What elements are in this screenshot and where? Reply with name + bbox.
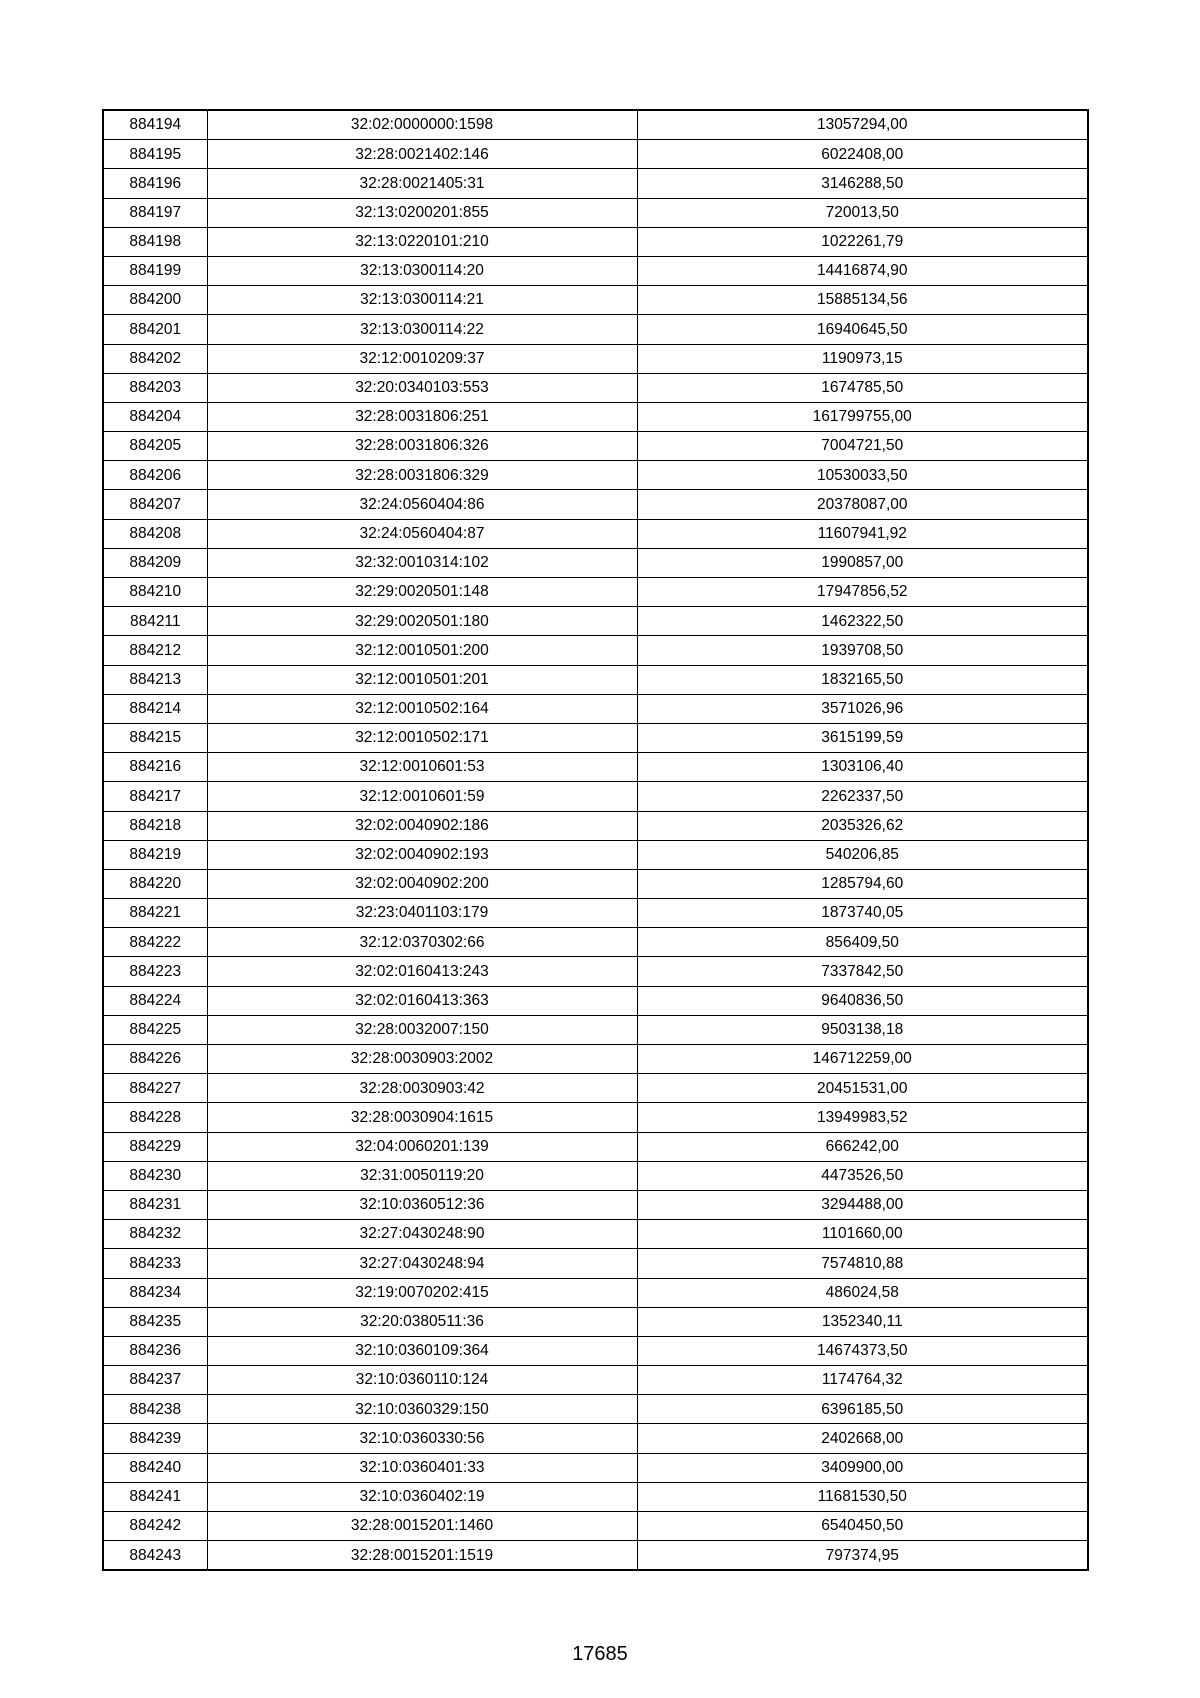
cadastral-number-cell: 32:27:0430248:90 — [207, 1220, 637, 1249]
table-row — [103, 899, 1088, 928]
row-number-cell: 884219 — [103, 840, 207, 869]
value-cell: 1462322,50 — [637, 607, 1088, 636]
table-row — [103, 402, 1088, 431]
table-row — [103, 548, 1088, 577]
cadastral-number-cell: 32:28:0031806:326 — [207, 432, 637, 461]
cadastral-number-cell: 32:12:0010601:59 — [207, 782, 637, 811]
row-number-cell: 884238 — [103, 1395, 207, 1424]
row-number-cell: 884234 — [103, 1278, 207, 1307]
cadastral-number-cell: 32:02:0000000:1598 — [207, 110, 637, 140]
value-cell: 20451531,00 — [637, 1074, 1088, 1103]
value-cell: 146712259,00 — [637, 1045, 1088, 1074]
row-number-cell: 884242 — [103, 1512, 207, 1541]
table-row — [103, 1336, 1088, 1365]
value-cell: 11681530,50 — [637, 1482, 1088, 1511]
cadastral-number-cell: 32:27:0430248:94 — [207, 1249, 637, 1278]
table-row — [103, 110, 1088, 140]
value-cell: 1101660,00 — [637, 1220, 1088, 1249]
value-cell: 666242,00 — [637, 1132, 1088, 1161]
cadastral-number-cell: 32:12:0010501:201 — [207, 665, 637, 694]
table-row — [103, 782, 1088, 811]
row-number-cell: 884218 — [103, 811, 207, 840]
cadastral-number-cell: 32:10:0360402:19 — [207, 1482, 637, 1511]
table-row — [103, 578, 1088, 607]
cadastral-number-cell: 32:13:0200201:855 — [207, 198, 637, 227]
value-cell: 16940645,50 — [637, 315, 1088, 344]
table-row — [103, 1512, 1088, 1541]
value-cell: 1990857,00 — [637, 548, 1088, 577]
row-number-cell: 884221 — [103, 899, 207, 928]
table-row — [103, 1074, 1088, 1103]
value-cell: 13949983,52 — [637, 1103, 1088, 1132]
value-cell: 1939708,50 — [637, 636, 1088, 665]
value-cell: 9640836,50 — [637, 986, 1088, 1015]
row-number-cell: 884206 — [103, 461, 207, 490]
value-cell: 10530033,50 — [637, 461, 1088, 490]
row-number-cell: 884194 — [103, 110, 207, 140]
cadastral-number-cell: 32:02:0160413:363 — [207, 986, 637, 1015]
table-row — [103, 344, 1088, 373]
table-row — [103, 636, 1088, 665]
cadastral-number-cell: 32:29:0020501:148 — [207, 578, 637, 607]
cadastral-number-cell: 32:02:0040902:200 — [207, 869, 637, 898]
row-number-cell: 884229 — [103, 1132, 207, 1161]
row-number-cell: 884236 — [103, 1336, 207, 1365]
value-cell: 11607941,92 — [637, 519, 1088, 548]
value-cell: 20378087,00 — [637, 490, 1088, 519]
table-row — [103, 519, 1088, 548]
row-number-cell: 884243 — [103, 1541, 207, 1571]
table-row — [103, 840, 1088, 869]
value-cell: 486024,58 — [637, 1278, 1088, 1307]
row-number-cell: 884211 — [103, 607, 207, 636]
cadastral-number-cell: 32:28:0030903:2002 — [207, 1045, 637, 1074]
table-row — [103, 373, 1088, 402]
table-row — [103, 694, 1088, 723]
row-number-cell: 884214 — [103, 694, 207, 723]
cadastral-number-cell: 32:28:0030903:42 — [207, 1074, 637, 1103]
row-number-cell: 884215 — [103, 723, 207, 752]
value-cell: 1352340,11 — [637, 1307, 1088, 1336]
value-cell: 2262337,50 — [637, 782, 1088, 811]
table-row — [103, 1366, 1088, 1395]
row-number-cell: 884220 — [103, 869, 207, 898]
table-row — [103, 928, 1088, 957]
value-cell: 9503138,18 — [637, 1015, 1088, 1044]
cadastral-number-cell: 32:28:0031806:251 — [207, 402, 637, 431]
row-number-cell: 884227 — [103, 1074, 207, 1103]
row-number-cell: 884233 — [103, 1249, 207, 1278]
row-number-cell: 884241 — [103, 1482, 207, 1511]
row-number-cell: 884197 — [103, 198, 207, 227]
row-number-cell: 884199 — [103, 256, 207, 285]
table-row — [103, 1103, 1088, 1132]
row-number-cell: 884216 — [103, 753, 207, 782]
table-row — [103, 198, 1088, 227]
cadastral-number-cell: 32:24:0560404:87 — [207, 519, 637, 548]
row-number-cell: 884200 — [103, 286, 207, 315]
cadastral-number-cell: 32:28:0032007:150 — [207, 1015, 637, 1044]
data-table — [102, 109, 1089, 1571]
row-number-cell: 884230 — [103, 1161, 207, 1190]
value-cell: 7337842,50 — [637, 957, 1088, 986]
cadastral-number-cell: 32:02:0040902:193 — [207, 840, 637, 869]
cadastral-number-cell: 32:20:0380511:36 — [207, 1307, 637, 1336]
row-number-cell: 884204 — [103, 402, 207, 431]
table-row — [103, 490, 1088, 519]
row-number-cell: 884205 — [103, 432, 207, 461]
table-row — [103, 140, 1088, 169]
table-row — [103, 869, 1088, 898]
table-row — [103, 1307, 1088, 1336]
row-number-cell: 884232 — [103, 1220, 207, 1249]
cadastral-number-cell: 32:28:0030904:1615 — [207, 1103, 637, 1132]
table-row — [103, 1395, 1088, 1424]
table-row — [103, 169, 1088, 198]
row-number-cell: 884196 — [103, 169, 207, 198]
cadastral-number-cell: 32:12:0010502:171 — [207, 723, 637, 752]
value-cell: 6396185,50 — [637, 1395, 1088, 1424]
cadastral-number-cell: 32:23:0401103:179 — [207, 899, 637, 928]
value-cell: 856409,50 — [637, 928, 1088, 957]
cadastral-number-cell: 32:24:0560404:86 — [207, 490, 637, 519]
table-row — [103, 1453, 1088, 1482]
value-cell: 3571026,96 — [637, 694, 1088, 723]
cadastral-number-cell: 32:20:0340103:553 — [207, 373, 637, 402]
cadastral-number-cell: 32:10:0360109:364 — [207, 1336, 637, 1365]
table-row — [103, 1278, 1088, 1307]
value-cell: 13057294,00 — [637, 110, 1088, 140]
table-row — [103, 227, 1088, 256]
row-number-cell: 884222 — [103, 928, 207, 957]
cadastral-number-cell: 32:12:0010209:37 — [207, 344, 637, 373]
row-number-cell: 884212 — [103, 636, 207, 665]
value-cell: 797374,95 — [637, 1541, 1088, 1571]
table-row — [103, 607, 1088, 636]
cadastral-number-cell: 32:04:0060201:139 — [207, 1132, 637, 1161]
cadastral-number-cell: 32:12:0010501:200 — [207, 636, 637, 665]
cadastral-number-cell: 32:10:0360330:56 — [207, 1424, 637, 1453]
cadastral-number-cell: 32:28:0021402:146 — [207, 140, 637, 169]
value-cell: 161799755,00 — [637, 402, 1088, 431]
cadastral-number-cell: 32:28:0015201:1460 — [207, 1512, 637, 1541]
cadastral-number-cell: 32:12:0010601:53 — [207, 753, 637, 782]
row-number-cell: 884208 — [103, 519, 207, 548]
table-row — [103, 665, 1088, 694]
row-number-cell: 884209 — [103, 548, 207, 577]
value-cell: 7574810,88 — [637, 1249, 1088, 1278]
row-number-cell: 884223 — [103, 957, 207, 986]
table-row — [103, 811, 1088, 840]
cadastral-number-cell: 32:29:0020501:180 — [207, 607, 637, 636]
value-cell: 540206,85 — [637, 840, 1088, 869]
value-cell: 3294488,00 — [637, 1190, 1088, 1219]
value-cell: 14416874,90 — [637, 256, 1088, 285]
row-number-cell: 884239 — [103, 1424, 207, 1453]
value-cell: 15885134,56 — [637, 286, 1088, 315]
table-row — [103, 315, 1088, 344]
value-cell: 3615199,59 — [637, 723, 1088, 752]
table-row — [103, 1190, 1088, 1219]
cadastral-number-cell: 32:28:0031806:329 — [207, 461, 637, 490]
table-row — [103, 1015, 1088, 1044]
row-number-cell: 884207 — [103, 490, 207, 519]
cadastral-number-cell: 32:13:0300114:22 — [207, 315, 637, 344]
value-cell: 4473526,50 — [637, 1161, 1088, 1190]
table-row — [103, 1045, 1088, 1074]
cadastral-number-cell: 32:10:0360401:33 — [207, 1453, 637, 1482]
value-cell: 720013,50 — [637, 198, 1088, 227]
value-cell: 1022261,79 — [637, 227, 1088, 256]
value-cell: 1174764,32 — [637, 1366, 1088, 1395]
value-cell: 1190973,15 — [637, 344, 1088, 373]
value-cell: 1873740,05 — [637, 899, 1088, 928]
table-row — [103, 723, 1088, 752]
table-row — [103, 256, 1088, 285]
table-row — [103, 957, 1088, 986]
value-cell: 6540450,50 — [637, 1512, 1088, 1541]
value-cell: 3146288,50 — [637, 169, 1088, 198]
row-number-cell: 884225 — [103, 1015, 207, 1044]
value-cell: 17947856,52 — [637, 578, 1088, 607]
value-cell: 7004721,50 — [637, 432, 1088, 461]
row-number-cell: 884228 — [103, 1103, 207, 1132]
row-number-cell: 884203 — [103, 373, 207, 402]
value-cell: 14674373,50 — [637, 1336, 1088, 1365]
value-cell: 1285794,60 — [637, 869, 1088, 898]
row-number-cell: 884237 — [103, 1366, 207, 1395]
cadastral-number-cell: 32:10:0360329:150 — [207, 1395, 637, 1424]
row-number-cell: 884226 — [103, 1045, 207, 1074]
row-number-cell: 884210 — [103, 578, 207, 607]
table-body — [103, 110, 1088, 1570]
cadastral-number-cell: 32:28:0021405:31 — [207, 169, 637, 198]
value-cell: 3409900,00 — [637, 1453, 1088, 1482]
row-number-cell: 884195 — [103, 140, 207, 169]
table-row — [103, 986, 1088, 1015]
table-row — [103, 1482, 1088, 1511]
table-row — [103, 1132, 1088, 1161]
table-row — [103, 461, 1088, 490]
value-cell: 2402668,00 — [637, 1424, 1088, 1453]
cadastral-number-cell: 32:02:0040902:186 — [207, 811, 637, 840]
value-cell: 1303106,40 — [637, 753, 1088, 782]
value-cell: 1832165,50 — [637, 665, 1088, 694]
row-number-cell: 884240 — [103, 1453, 207, 1482]
table-row — [103, 753, 1088, 782]
cadastral-number-cell: 32:10:0360512:36 — [207, 1190, 637, 1219]
cadastral-number-cell: 32:19:0070202:415 — [207, 1278, 637, 1307]
cadastral-number-cell: 32:13:0300114:21 — [207, 286, 637, 315]
row-number-cell: 884201 — [103, 315, 207, 344]
row-number-cell: 884202 — [103, 344, 207, 373]
row-number-cell: 884198 — [103, 227, 207, 256]
row-number-cell: 884217 — [103, 782, 207, 811]
page-number: 17685 — [572, 1643, 628, 1665]
cadastral-number-cell: 32:13:0220101:210 — [207, 227, 637, 256]
cadastral-number-cell: 32:12:0370302:66 — [207, 928, 637, 957]
cadastral-number-cell: 32:02:0160413:243 — [207, 957, 637, 986]
table-row — [103, 1424, 1088, 1453]
value-cell: 6022408,00 — [637, 140, 1088, 169]
table-row — [103, 1249, 1088, 1278]
table-row — [103, 1541, 1088, 1571]
table-row — [103, 432, 1088, 461]
row-number-cell: 884231 — [103, 1190, 207, 1219]
table-row — [103, 286, 1088, 315]
value-cell: 2035326,62 — [637, 811, 1088, 840]
cadastral-number-cell: 32:13:0300114:20 — [207, 256, 637, 285]
cadastral-number-cell: 32:31:0050119:20 — [207, 1161, 637, 1190]
row-number-cell: 884235 — [103, 1307, 207, 1336]
value-cell: 1674785,50 — [637, 373, 1088, 402]
row-number-cell: 884213 — [103, 665, 207, 694]
row-number-cell: 884224 — [103, 986, 207, 1015]
cadastral-number-cell: 32:32:0010314:102 — [207, 548, 637, 577]
table-row — [103, 1161, 1088, 1190]
cadastral-number-cell: 32:10:0360110:124 — [207, 1366, 637, 1395]
cadastral-number-cell: 32:12:0010502:164 — [207, 694, 637, 723]
table-row — [103, 1220, 1088, 1249]
cadastral-number-cell: 32:28:0015201:1519 — [207, 1541, 637, 1571]
